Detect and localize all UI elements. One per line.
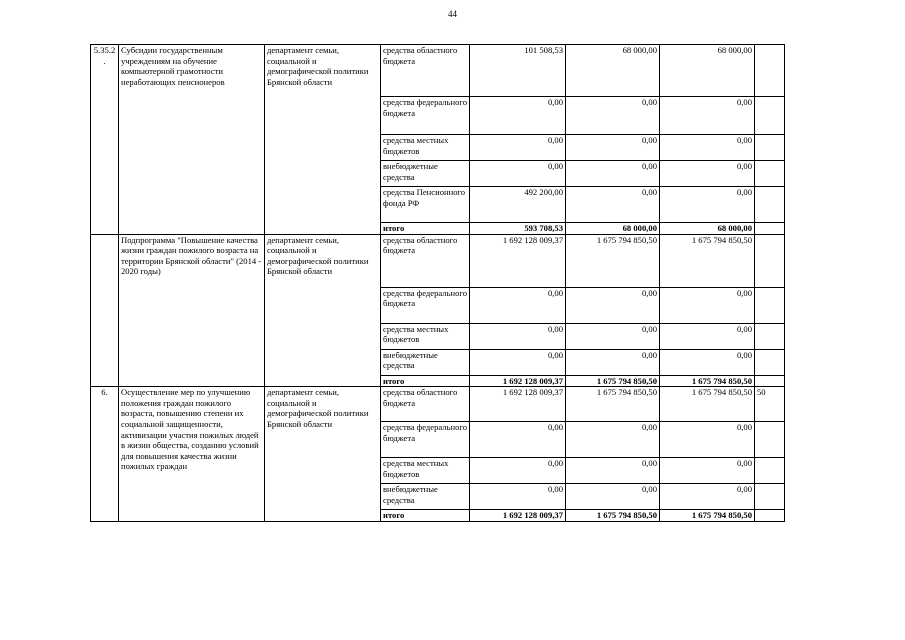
amount-year-2: 0,00 <box>566 458 660 484</box>
amount-year-2: 1 675 794 850,50 <box>566 510 660 522</box>
amount-year-1: 0,00 <box>470 135 566 161</box>
amount-year-2: 68 000,00 <box>566 45 660 97</box>
amount-year-1: 492 200,00 <box>470 187 566 223</box>
amount-year-3: 0,00 <box>660 458 755 484</box>
amount-year-1: 0,00 <box>470 422 566 458</box>
funding-source: средства федерального бюджета <box>381 97 470 135</box>
measure-name: Осуществление мер по улучшению положения граждан пожилого возраста, повышению степени их социальной защищенности, активизации участия пожилых людей в жизни общества, созданию условий для повышения качества жизни пожилых граждан <box>119 387 265 522</box>
amount-year-2: 0,00 <box>566 422 660 458</box>
table-row <box>91 387 785 422</box>
extra-column-cell <box>755 45 785 97</box>
row-index: 6. <box>91 387 119 522</box>
extra-column-cell <box>755 510 785 522</box>
amount-year-3: 1 675 794 850,50 <box>660 510 755 522</box>
amount-year-2: 0,00 <box>566 323 660 349</box>
page-number: 44 <box>448 9 457 19</box>
amount-year-3: 0,00 <box>660 422 755 458</box>
amount-year-3: 1 675 794 850,50 <box>660 387 755 422</box>
amount-year-2: 1 675 794 850,50 <box>566 375 660 387</box>
budget-table <box>90 44 785 522</box>
amount-year-1: 0,00 <box>470 287 566 323</box>
amount-year-3: 0,00 <box>660 323 755 349</box>
amount-year-1: 0,00 <box>470 484 566 510</box>
amount-year-3: 68 000,00 <box>660 223 755 235</box>
amount-year-1: 0,00 <box>470 161 566 187</box>
extra-column-cell <box>755 135 785 161</box>
amount-year-2: 0,00 <box>566 287 660 323</box>
amount-year-2: 0,00 <box>566 135 660 161</box>
responsible-department: департамент семьи, социальной и демографической политики Брянской области <box>265 387 381 522</box>
amount-year-1: 0,00 <box>470 458 566 484</box>
extra-column-cell <box>755 458 785 484</box>
amount-year-1: 1 692 128 009,37 <box>470 234 566 287</box>
amount-year-3: 1 675 794 850,50 <box>660 375 755 387</box>
funding-source: средства местных бюджетов <box>381 323 470 349</box>
amount-year-1: 0,00 <box>470 349 566 375</box>
amount-year-1: 0,00 <box>470 97 566 135</box>
amount-year-3: 0,00 <box>660 135 755 161</box>
responsible-department: департамент семьи, социальной и демографической политики Брянской области <box>265 45 381 235</box>
table-row <box>91 45 785 97</box>
extra-column-cell <box>755 287 785 323</box>
amount-year-3: 0,00 <box>660 484 755 510</box>
amount-year-1: 1 692 128 009,37 <box>470 375 566 387</box>
extra-column-cell <box>755 234 785 287</box>
funding-source: средства федерального бюджета <box>381 422 470 458</box>
extra-column-cell <box>755 187 785 223</box>
amount-year-2: 1 675 794 850,50 <box>566 387 660 422</box>
funding-source: средства Пенсионного фонда РФ <box>381 187 470 223</box>
funding-source: внебюджетные средства <box>381 349 470 375</box>
funding-source: внебюджетные средства <box>381 161 470 187</box>
extra-column-cell: 50 <box>755 387 785 422</box>
amount-year-1: 593 708,53 <box>470 223 566 235</box>
measure-name: Субсидии государственным учреждениям на обучение компьютерной грамотности неработающих пенсионеров <box>119 45 265 235</box>
extra-column-cell <box>755 323 785 349</box>
table-row <box>91 234 785 287</box>
extra-column-cell <box>755 223 785 235</box>
amount-year-2: 0,00 <box>566 97 660 135</box>
amount-year-2: 0,00 <box>566 161 660 187</box>
extra-column-cell <box>755 97 785 135</box>
funding-source: итого <box>381 510 470 522</box>
funding-source: итого <box>381 375 470 387</box>
amount-year-1: 1 692 128 009,37 <box>470 510 566 522</box>
amount-year-3: 0,00 <box>660 187 755 223</box>
funding-source: средства местных бюджетов <box>381 458 470 484</box>
amount-year-1: 0,00 <box>470 323 566 349</box>
responsible-department: департамент семьи, социальной и демографической политики Брянской области <box>265 234 381 387</box>
measure-name: Подпрограмма "Повышение качества жизни граждан пожилого возраста на территории Брянской области" (2014 - 2020 годы) <box>119 234 265 387</box>
row-index: 5.35.2. <box>91 45 119 235</box>
amount-year-2: 68 000,00 <box>566 223 660 235</box>
amount-year-3: 0,00 <box>660 287 755 323</box>
extra-column-cell <box>755 484 785 510</box>
funding-source: средства областного бюджета <box>381 387 470 422</box>
extra-column-cell <box>755 375 785 387</box>
funding-source: средства федерального бюджета <box>381 287 470 323</box>
amount-year-2: 1 675 794 850,50 <box>566 234 660 287</box>
amount-year-3: 1 675 794 850,50 <box>660 234 755 287</box>
amount-year-3: 0,00 <box>660 97 755 135</box>
amount-year-3: 0,00 <box>660 349 755 375</box>
funding-source: средства местных бюджетов <box>381 135 470 161</box>
funding-source: итого <box>381 223 470 235</box>
row-index <box>91 234 119 387</box>
amount-year-1: 1 692 128 009,37 <box>470 387 566 422</box>
funding-source: средства областного бюджета <box>381 234 470 287</box>
extra-column-cell <box>755 349 785 375</box>
amount-year-2: 0,00 <box>566 484 660 510</box>
amount-year-1: 101 508,53 <box>470 45 566 97</box>
amount-year-2: 0,00 <box>566 187 660 223</box>
amount-year-3: 68 000,00 <box>660 45 755 97</box>
funding-source: внебюджетные средства <box>381 484 470 510</box>
extra-column-cell <box>755 161 785 187</box>
amount-year-3: 0,00 <box>660 161 755 187</box>
funding-source: средства областного бюджета <box>381 45 470 97</box>
amount-year-2: 0,00 <box>566 349 660 375</box>
extra-column-cell <box>755 422 785 458</box>
